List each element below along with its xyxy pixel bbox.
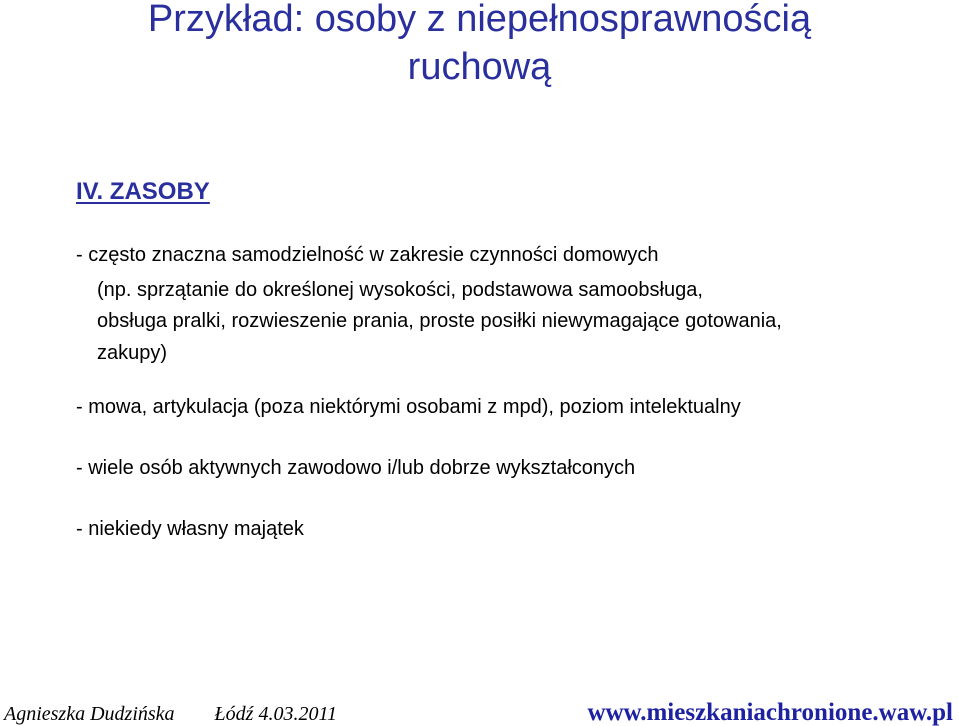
bullet-2: - mowa, artykulacja (poza niektórymi osobami z mpd), poziom intelektualny: [76, 396, 741, 418]
slide-title-line-1: Przykład: osoby z niepełnosprawnością: [147, 0, 812, 40]
section-heading: IV. ZASOBY: [76, 178, 210, 205]
footer-author: Agnieszka Dudzińska: [4, 703, 175, 725]
bullet-4: - niekiedy własny majątek: [76, 518, 304, 540]
footer-credits: [4, 704, 337, 724]
bullet-1-line-2: (np. sprzątanie do określonej wysokości, podstawowa samoobsługa,: [97, 279, 703, 301]
bullet-1-line-1: - często znaczna samodzielność w zakresie czynności domowych: [76, 244, 659, 266]
footer-website-link[interactable]: www.mieszkaniachronione.waw.pl: [587, 699, 953, 726]
footer-place-date: Łódź 4.03.2011: [214, 703, 337, 725]
slide-title-line-2: ruchową: [407, 46, 552, 88]
bullet-1-line-4: zakupy): [97, 342, 168, 364]
bullet-1-line-3: obsługa pralki, rozwieszenie prania, proste posiłki niewymagające gotowania,: [97, 310, 782, 332]
bullet-3: - wiele osób aktywnych zawodowo i/lub dobrze wykształconych: [76, 457, 636, 479]
